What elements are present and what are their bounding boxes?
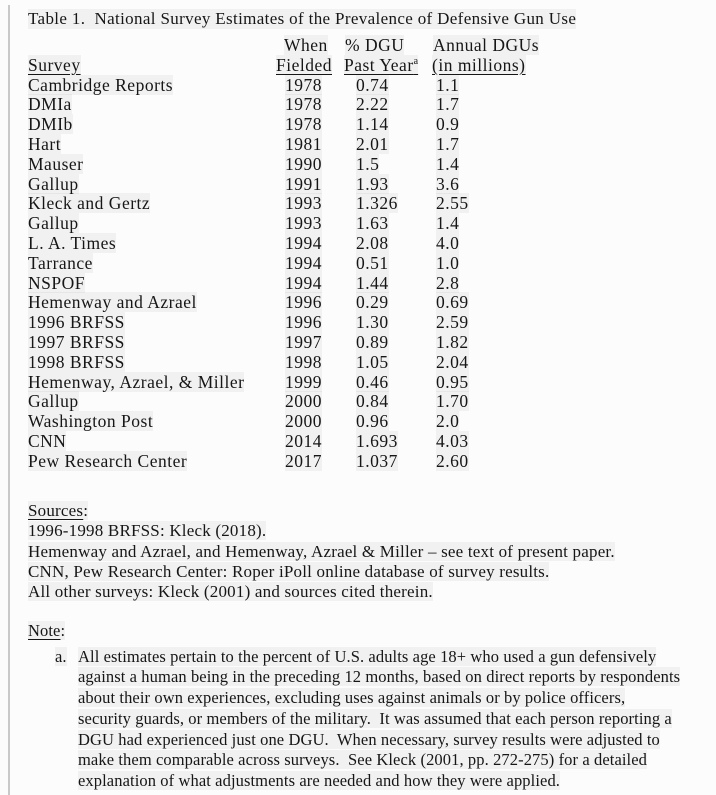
annual-dgus-millions: 1.4 [436,213,460,234]
pct-dgu-past-year: 1.037 [356,450,398,471]
table-row [28,214,628,234]
table-title: Table 1. National Survey Estimates of the Prevalence of Defensive Gun Use [28,9,577,28]
table-row [28,254,628,274]
note-section [28,621,680,792]
note-text-line: All estimates pertain to the percent of U.S. adults age 18+ who used a gun defensively [78,646,657,666]
annual-dgus-millions: 2.04 [436,351,469,372]
survey-name: Hemenway, Azrael, & Miller [28,371,245,392]
year-fielded: 1978 [285,114,322,135]
year-fielded: 1993 [285,213,322,234]
table-row [28,95,628,115]
table-row [28,194,628,214]
survey-name: DMIb [28,114,73,135]
annual-dgus-millions: 2.60 [436,450,469,471]
sources-section [28,501,615,602]
survey-name: L. A. Times [28,232,117,253]
col-header-in-millions: (in millions) [432,54,526,75]
year-fielded: 1981 [285,133,322,154]
pct-dgu-past-year: 1.44 [356,272,389,293]
pct-dgu-past-year: 0.46 [356,371,389,392]
note-text-line: security guards, or members of the military. It was assumed that each person reporting a [78,708,672,728]
year-fielded: 1993 [285,193,322,214]
year-fielded: 1999 [285,371,322,392]
survey-name: Kleck and Gertz [28,193,151,214]
table-row [28,135,628,155]
pct-dgu-past-year: 0.89 [356,331,389,352]
table-row [28,452,628,472]
pct-dgu-past-year: 2.22 [356,94,389,115]
table-row [28,412,628,432]
pct-dgu-past-year: 0.29 [356,292,389,313]
survey-name: Washington Post [28,411,154,432]
pct-dgu-past-year: 1.5 [356,153,380,174]
year-fielded: 2014 [285,430,322,451]
year-fielded: 1996 [285,312,322,333]
annual-dgus-millions: 2.0 [436,411,460,432]
survey-table [28,36,628,472]
pct-dgu-past-year: 0.84 [356,391,389,412]
year-fielded: 1978 [285,94,322,115]
annual-dgus-millions: 2.8 [436,272,460,293]
table-row [28,274,628,294]
note-heading [28,621,680,642]
pct-dgu-past-year: 1.326 [356,193,398,214]
survey-name: 1997 BRFSS [28,331,125,352]
past-year-text: Past Year [344,54,414,75]
survey-table-wrap [28,36,628,472]
year-fielded: 1994 [285,232,322,253]
source-line: Hemenway and Azrael, and Hemenway, Azrael & Miller – see text of present paper. [28,541,615,561]
annual-dgus-millions: 2.59 [436,312,469,333]
survey-name: 1996 BRFSS [28,312,125,333]
survey-name: Gallup [28,391,79,412]
source-line: 1996-1998 BRFSS: Kleck (2018). [28,521,267,541]
note-heading-label: Note [28,621,61,640]
table-row [28,373,628,393]
survey-name: Gallup [28,213,79,234]
sources-heading [28,501,615,521]
year-fielded: 2000 [285,411,322,432]
table-row [28,333,628,353]
year-fielded: 1996 [285,292,322,313]
table-row [28,234,628,254]
table-row [28,293,628,313]
sources-lines [28,521,615,602]
survey-name: Pew Research Center [28,450,188,471]
annual-dgus-millions: 4.0 [436,232,460,253]
survey-name: Tarrance [28,252,93,273]
annual-dgus-millions: 0.69 [436,292,469,313]
pct-dgu-past-year: 2.01 [356,133,389,154]
footnote-marker-a: a [413,55,419,67]
annual-dgus-millions: 1.4 [436,153,460,174]
survey-name: Hemenway and Azrael [28,292,197,313]
sources-heading-colon: : [83,501,89,520]
year-fielded: 2017 [285,450,322,471]
pct-dgu-past-year: 1.63 [356,213,389,234]
source-line: CNN, Pew Research Center: Roper iPoll online database of survey results. [28,561,550,581]
col-header-survey: Survey [28,54,81,75]
annual-dgus-millions: 1.82 [436,331,469,352]
year-fielded: 1990 [285,153,322,174]
note-marker: a. [55,646,67,666]
col-header-when: When [284,35,328,55]
survey-name: Gallup [28,173,79,194]
survey-name: 1998 BRFSS [28,351,125,372]
pct-dgu-past-year: 1.93 [356,173,389,194]
survey-name: Mauser [28,153,84,174]
year-fielded: 1997 [285,331,322,352]
table-row [28,175,628,195]
col-header-past-year [344,55,418,75]
annual-dgus-millions: 0.9 [436,114,460,135]
note-heading-colon: : [60,621,66,640]
col-header-pct-dgu: % DGU [345,35,405,55]
source-line: All other surveys: Kleck (2001) and sources cited therein. [28,582,433,602]
pct-dgu-past-year: 2.08 [356,232,389,253]
pct-dgu-past-year: 0.74 [356,74,389,95]
header-row-1 [28,36,628,56]
annual-dgus-millions: 0.95 [436,371,469,392]
note-text-line: DGU had experienced just one DGU. When necessary, survey results were adjusted to [78,729,660,749]
annual-dgus-millions: 2.55 [436,193,469,214]
note-text-line: make them comparable across surveys. See Kleck (2001, pp. 272-275) for a detailed [78,750,648,770]
table-row [28,353,628,373]
annual-dgus-millions: 1.7 [436,133,460,154]
pct-dgu-past-year: 1.693 [356,430,398,451]
note-item-a [55,647,680,792]
sources-heading-label: Sources [28,501,84,520]
annual-dgus-millions: 1.1 [436,74,460,95]
survey-name: Hart [28,133,62,154]
year-fielded: 1991 [285,173,322,194]
survey-name: DMIa [28,94,72,115]
col-header-annual-dgus: Annual DGUs [433,35,540,55]
pct-dgu-past-year: 0.51 [356,252,389,273]
pct-dgu-past-year: 0.96 [356,411,389,432]
survey-name: NSPOF [28,272,85,293]
year-fielded: 1978 [285,74,322,95]
header-cell-empty [28,36,276,56]
year-fielded: 1998 [285,351,322,372]
annual-dgus-millions: 1.70 [436,391,469,412]
col-header-fielded: Fielded [276,54,332,75]
table-row [28,76,628,96]
year-fielded: 1994 [285,252,322,273]
table-row [28,155,628,175]
pct-dgu-past-year: 1.05 [356,351,389,372]
annual-dgus-millions: 4.03 [436,430,469,451]
year-fielded: 1994 [285,272,322,293]
table-row [28,432,628,452]
survey-name: Cambridge Reports [28,74,174,95]
annual-dgus-millions: 1.7 [436,94,460,115]
pct-dgu-past-year: 1.30 [356,312,389,333]
survey-name: CNN [28,430,67,451]
table-row [28,392,628,412]
survey-table-body [28,76,628,472]
note-text-line: against a human being in the preceding 12 months, based on direct reports by respondents [78,667,681,687]
scan-border-line [8,5,10,795]
year-fielded: 2000 [285,391,322,412]
header-row-2 [28,56,628,76]
note-text-line: explanation of what adjustments are needed and how they were applied. [78,770,561,790]
annual-dgus-millions: 1.0 [436,252,460,273]
table-row [28,313,628,333]
note-text [78,647,680,792]
note-text-line: about their own experiences, excluding uses against animals or by police officers, [78,688,626,708]
annual-dgus-millions: 3.6 [436,173,460,194]
table-row [28,115,628,135]
pct-dgu-past-year: 1.14 [356,114,389,135]
